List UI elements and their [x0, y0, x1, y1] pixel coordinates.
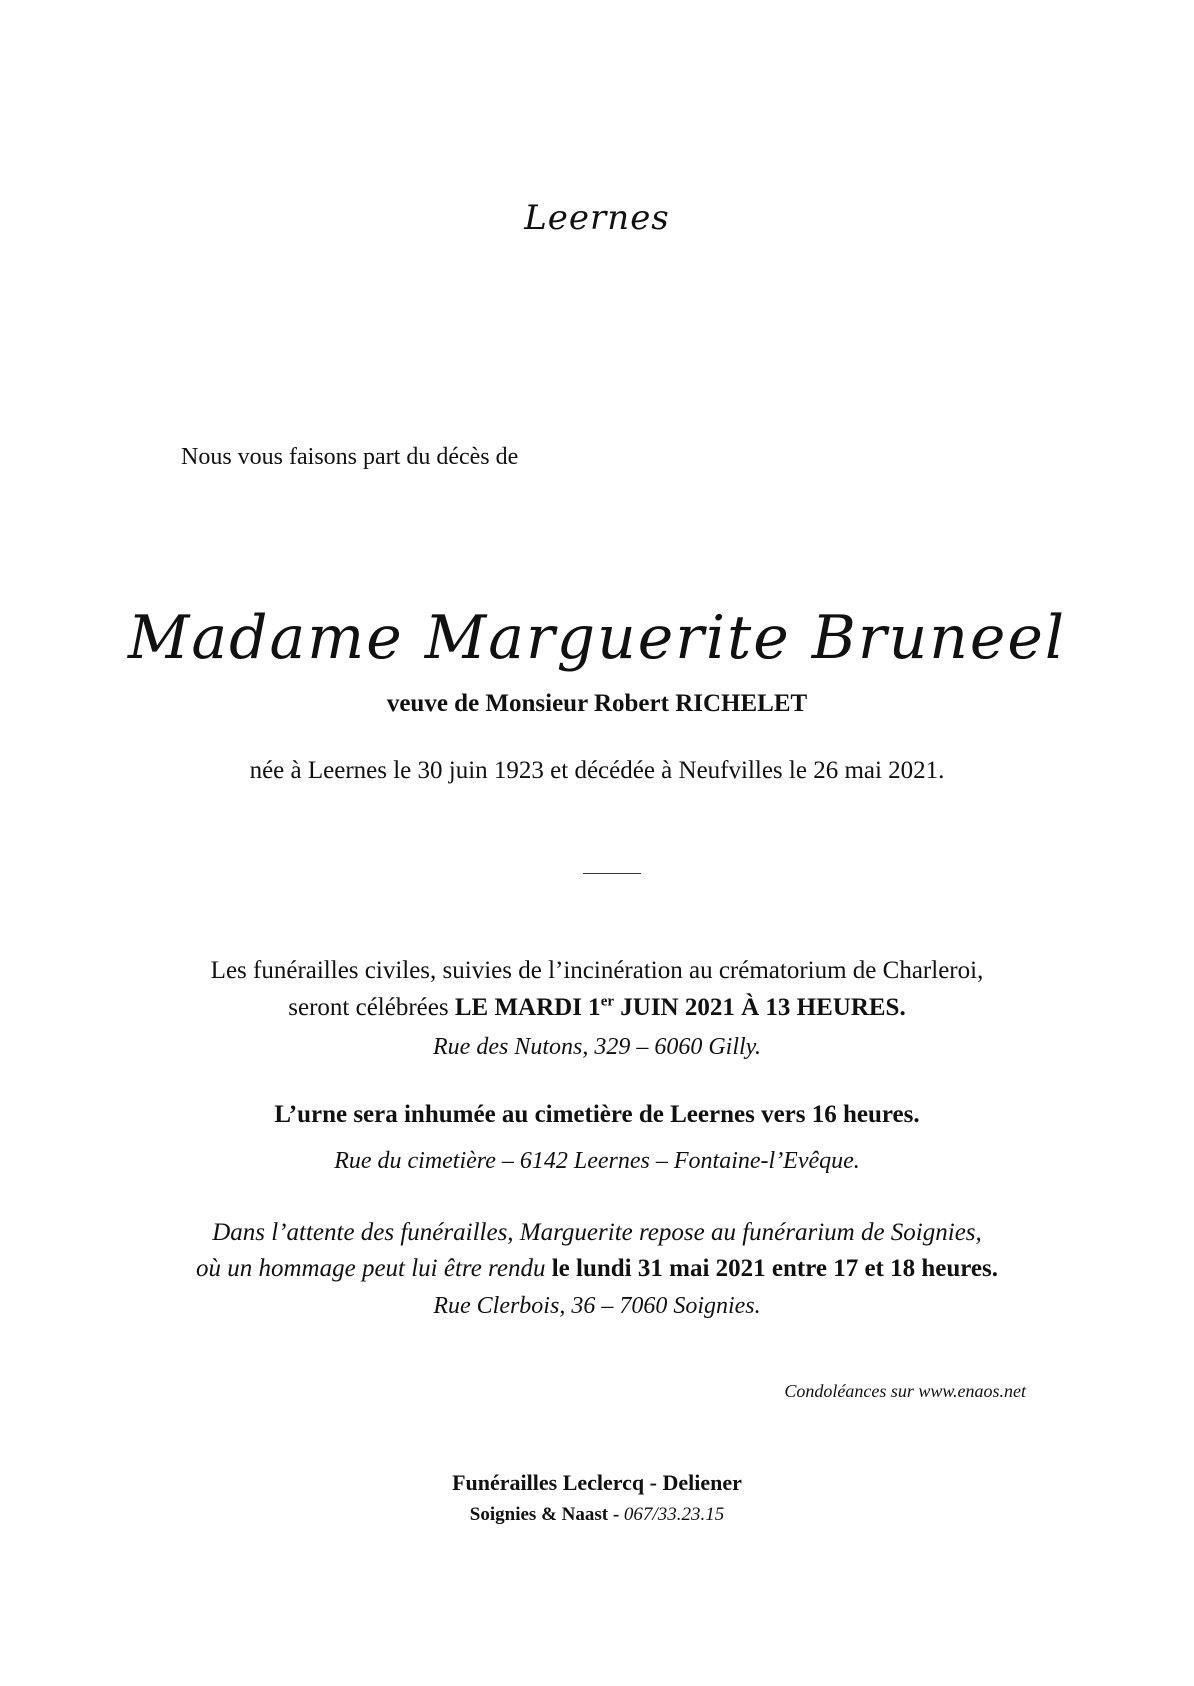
urn-text: L’urne sera inhumée au cimetière de Leernes vers 16 heures. — [274, 1101, 920, 1128]
funeral-home-name: Funérailles Leclercq - Deliener — [452, 1470, 742, 1495]
cemetery-address: Rue du cimetière – 6142 Leernes – Fontaine-l’Evêque. — [334, 1148, 860, 1174]
wake-line-2-prefix: où un hommage peut lui être rendu — [195, 1255, 552, 1282]
funerarium-address: Rue Clerbois, 36 – 7060 Soignies. — [433, 1293, 761, 1319]
wake-date: le lundi 31 mai 2021 entre 17 et 18 heures. — [551, 1255, 998, 1282]
funeral-date-sup: er — [600, 993, 615, 1010]
funeral-date-b: JUIN 2021 À 13 HEURES. — [614, 994, 906, 1021]
widow-of-text: veuve de Monsieur Robert RICHELET — [386, 690, 808, 717]
funeral-line-1: Les funérailles civiles, suivies de l’incinération au crématorium de Charleroi, — [210, 957, 984, 984]
funeral-home-locations: Soignies & Naast - — [469, 1504, 624, 1525]
funeral-home-phone: 067/33.23.15 — [623, 1504, 725, 1525]
town-heading: Leernes — [524, 198, 670, 238]
funeral-line-2-prefix: seront célébrées — [288, 994, 455, 1021]
funeral-home-contact — [0, 1504, 1194, 1526]
wake-paragraph — [0, 1215, 1194, 1287]
divider-line — [583, 873, 641, 874]
funeral-line-2 — [0, 989, 1194, 1026]
funeral-paragraph — [0, 952, 1194, 1026]
funeral-address: Rue des Nutons, 329 – 6060 Gilly. — [433, 1034, 761, 1060]
condolences-text: Condoléances sur www.enaos.net — [784, 1381, 1026, 1401]
birth-death-text: née à Leernes le 30 juin 1923 et décédée à Neufvilles le 26 mai 2021. — [249, 757, 945, 784]
deceased-name: Madame Marguerite Bruneel — [127, 603, 1067, 673]
intro-text: Nous vous faisons part du décès de — [181, 444, 519, 470]
funeral-date-a: LE MARDI 1 — [454, 994, 601, 1021]
wake-line-1: Dans l’attente des funérailles, Marguerite repose au funérarium de Soignies, — [212, 1219, 982, 1246]
